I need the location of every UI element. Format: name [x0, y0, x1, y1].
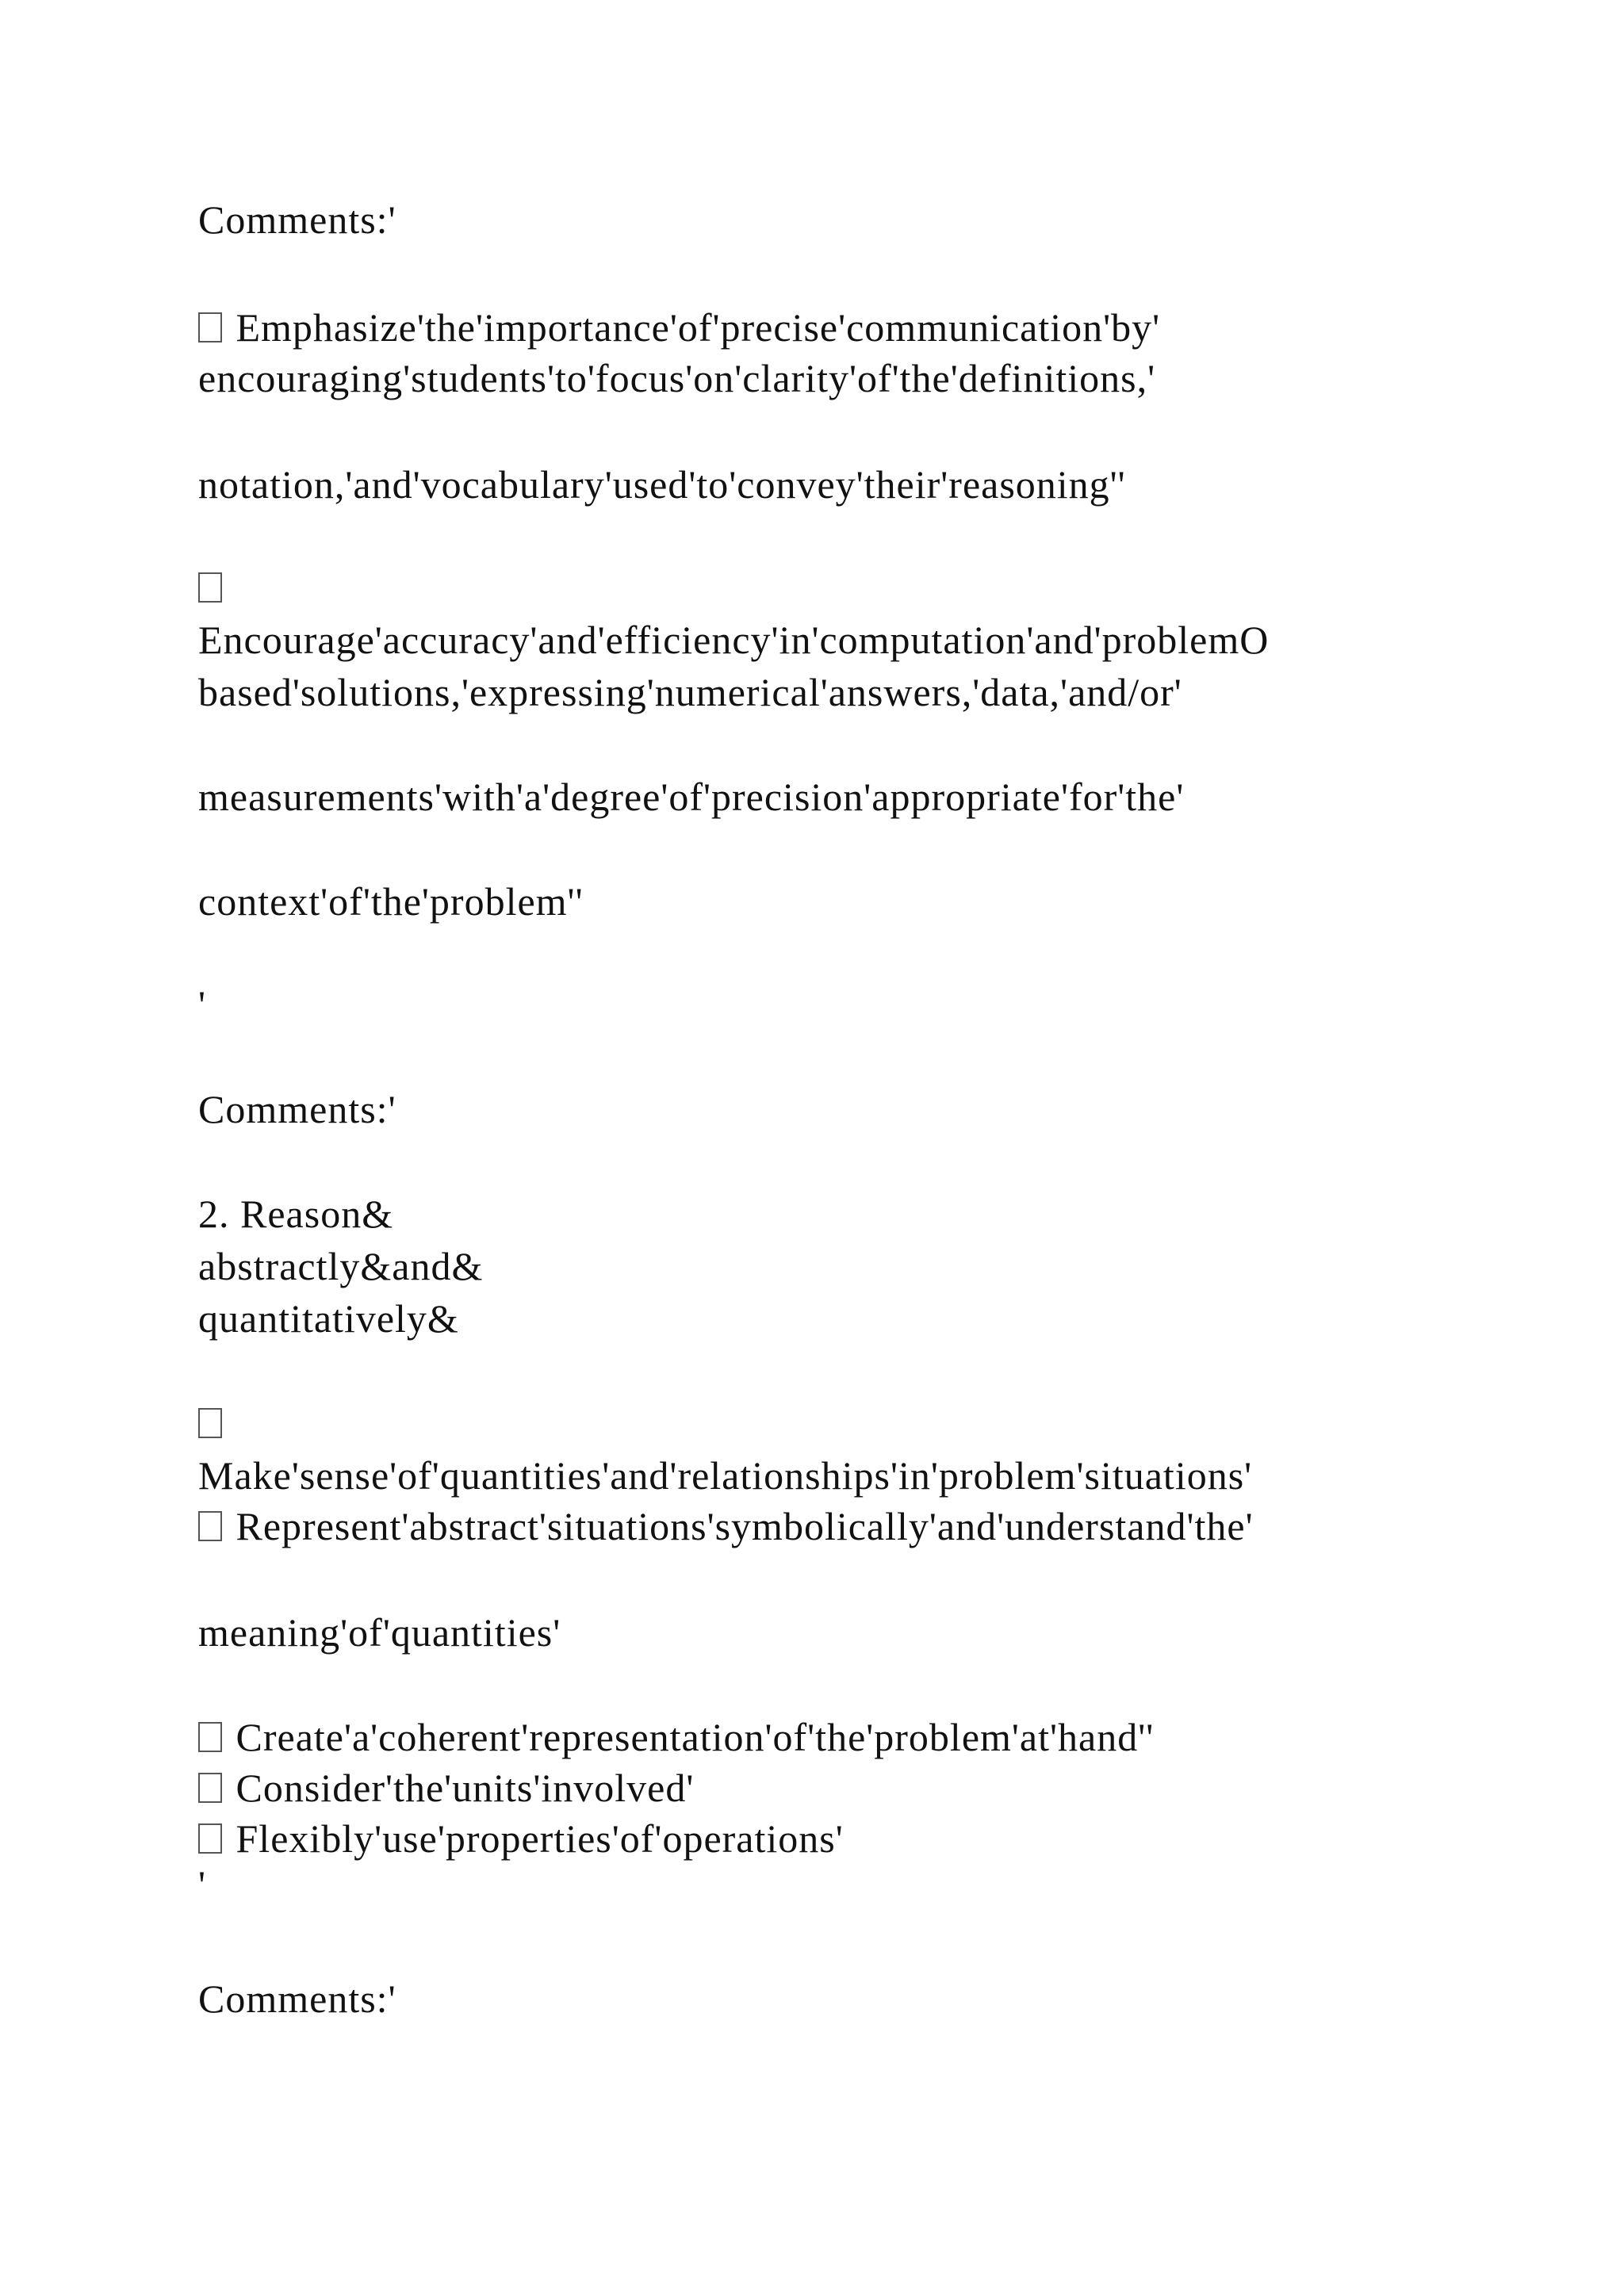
- bullet-flexibly: [198, 1814, 844, 1863]
- bullet-text: Create'a'coherent'representation'of'the'problem'at'hand'': [236, 1715, 1155, 1759]
- bullet-box-icon: [198, 1722, 222, 1752]
- bullet-box-icon: [198, 572, 222, 603]
- bullet-encourage: Encourage'accuracy'and'efficiency'in'computation'and'problemO: [198, 618, 1270, 662]
- bullet-text: Emphasize'the'importance'of'precise'communication'by': [236, 305, 1161, 350]
- comments-label-3: Comments:': [198, 1976, 396, 2021]
- bullet-emphasize: [198, 303, 1160, 352]
- bullet-text: Represent'abstract'situations'symbolically'and'understand'the': [236, 1504, 1254, 1548]
- bullet-box-standalone-1: [198, 563, 222, 612]
- bullet-emphasize-cont-1: encouraging'students'to'focus'on'clarity'of'the'definitions,': [198, 356, 1156, 400]
- bullet-box-icon: [198, 1511, 222, 1541]
- bullet-box-icon: [198, 1773, 222, 1803]
- bullet-text: Flexibly'use'properties'of'operations': [236, 1816, 844, 1861]
- bullet-text: Consider'the'units'involved': [236, 1766, 695, 1810]
- bullet-encourage-cont-3: context'of'the'problem'': [198, 879, 584, 924]
- bullet-emphasize-cont-2: notation,'and'vocabulary'used'to'convey'their'reasoning'': [198, 462, 1126, 507]
- bullet-consider: [198, 1763, 694, 1812]
- heading-line-1: 2. Reason&: [198, 1192, 394, 1236]
- bullet-represent: [198, 1502, 1254, 1551]
- heading-line-2: abstractly&and&: [198, 1244, 484, 1288]
- bullet-create: [198, 1712, 1154, 1762]
- bullet-represent-cont-1: meaning'of'quantities': [198, 1610, 561, 1655]
- bullet-encourage-cont-2: measurements'with'a'degree'of'precision'appropriate'for'the': [198, 775, 1185, 819]
- comments-label-2: Comments:': [198, 1087, 396, 1131]
- bullet-encourage-cont-1: based'solutions,'expressing'numerical'answers,'data,'and/or': [198, 670, 1182, 714]
- heading-line-3: quantitatively&: [198, 1296, 459, 1341]
- stray-tick-1: ': [198, 982, 207, 1027]
- bullet-box-icon: [198, 312, 222, 342]
- bullet-box-icon: [198, 1823, 222, 1854]
- bullet-make-sense: Make'sense'of'quantities'and'relationships'in'problem'situations': [198, 1453, 1253, 1498]
- comments-label-1: Comments:': [198, 197, 396, 242]
- bullet-box-icon: [198, 1408, 222, 1438]
- bullet-box-standalone-2: [198, 1399, 222, 1448]
- stray-tick-2: ': [198, 1862, 207, 1907]
